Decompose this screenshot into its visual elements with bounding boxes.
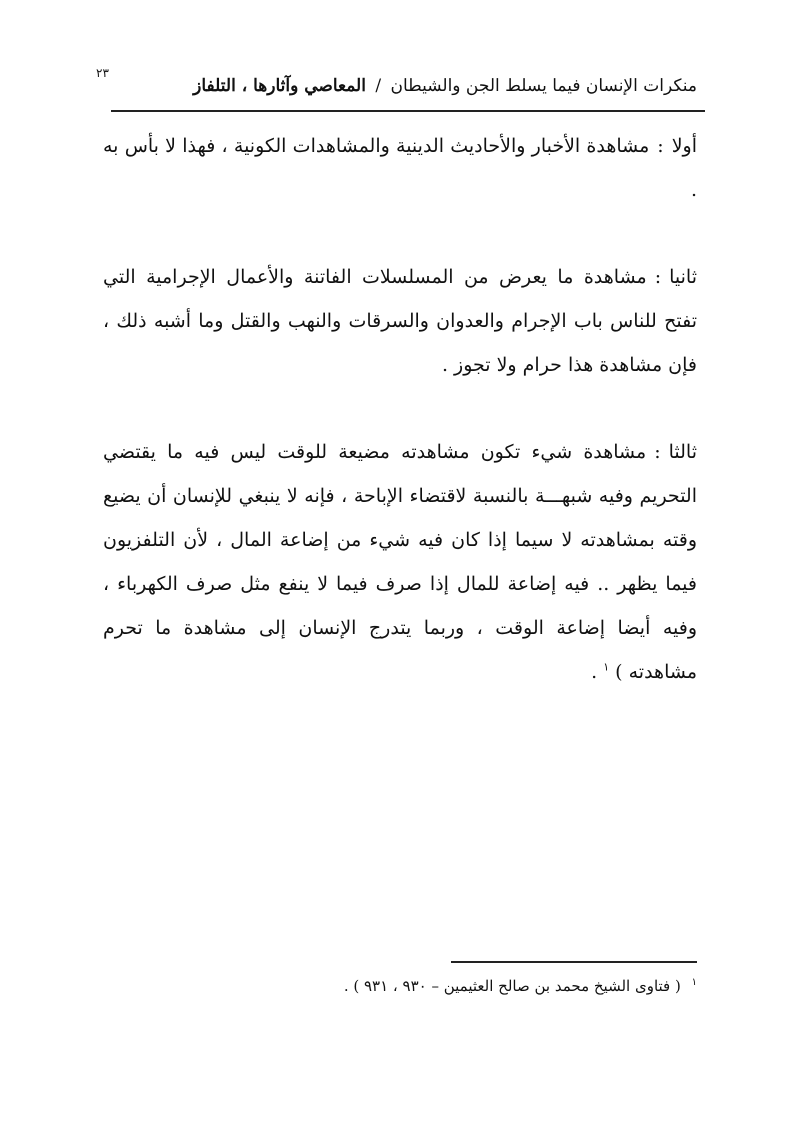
running-header bbox=[97, 76, 697, 96]
header-rule bbox=[111, 110, 705, 112]
paragraph-text: مشاهدة شيء تكون مشاهدته مضيعة للوقت ليس فيه ما يقتضي التحريم وفيه شبهـــة بالنسبة لاقتضاء الإباحة ، فإنه لا ينبغي للإنسان أن يضيع وقته بمشاهدته لا سيما إذا كان فيه شيء من إضاعة المال ، لأن التلفزيون فيما يظهر .. فيه إضاعة للمال إذا صرف فيما لا ينفع مثل صرف الكهرباء ، وفيه أيضا إضاعة الوقت ، وربما يتدرج الإنسان إلى مشاهدة ما تحرم مشاهدته ) bbox=[103, 441, 697, 683]
paragraph-first bbox=[103, 124, 697, 212]
page-number: ٢٣ bbox=[96, 66, 109, 80]
paragraph-text: مشاهدة الأخبار والأحاديث الدينية والمشاهدات الكونية ، فهذا لا بأس به . bbox=[103, 135, 697, 201]
paragraph-lead: أولا bbox=[671, 135, 697, 157]
header-separator: / bbox=[375, 76, 382, 96]
body-text bbox=[103, 124, 697, 737]
paragraph-lead: ثالثا bbox=[668, 441, 697, 463]
paragraph-colon: : bbox=[654, 441, 661, 463]
footnote bbox=[103, 974, 697, 998]
book-title: منكرات الإنسان فيما يسلط الجن والشيطان bbox=[390, 76, 697, 96]
paragraph-second bbox=[103, 255, 697, 387]
paragraph-third bbox=[103, 430, 697, 694]
paragraph-colon: : bbox=[657, 135, 664, 157]
footnote-marker: ١ bbox=[691, 977, 697, 988]
paragraph-tail: . bbox=[591, 661, 598, 683]
paragraph-text: مشاهدة ما يعرض من المسلسلات الفاتنة والأعمال الإجرامية التي تفتح للناس باب الإجرام والعدوان والسرقات والنهب والقتل وما أشبه ذلك ، فإن مشاهدة هذا حرام ولا تجوز . bbox=[103, 266, 697, 376]
footnote-reference[interactable]: ١ bbox=[603, 660, 610, 674]
footnote-text: ( فتاوى الشيخ محمد بن صالح العثيمين – ٩٣٠ ، ٩٣١ ) . bbox=[343, 977, 681, 995]
footnote-rule bbox=[451, 961, 697, 963]
chapter-title: المعاصي وآثارها ، التلفاز bbox=[193, 76, 366, 96]
paragraph-colon: : bbox=[654, 266, 662, 288]
paragraph-lead: ثانيا bbox=[669, 266, 697, 288]
